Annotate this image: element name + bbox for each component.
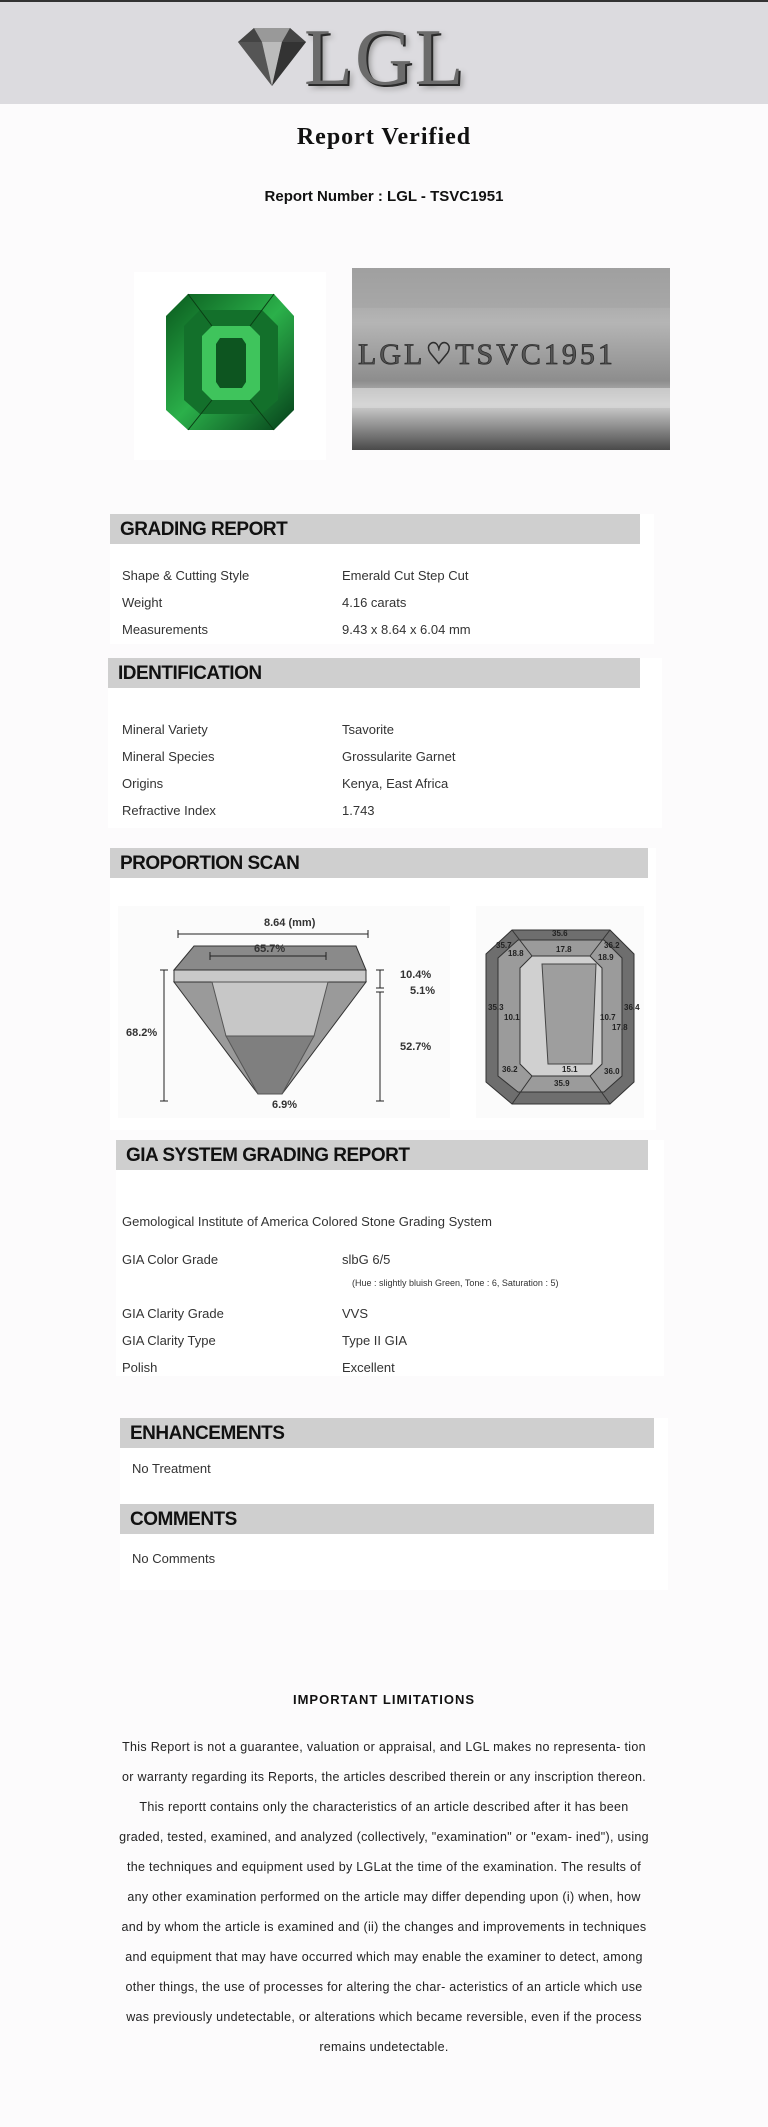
gia-value: VVS	[342, 1306, 369, 1321]
comments-header	[120, 1504, 654, 1534]
width-label: 8.64 (mm)	[264, 917, 316, 929]
facet-label: 35.6	[552, 929, 568, 938]
identification-value: Grossularite Garnet	[342, 749, 456, 764]
identification-label: Refractive Index	[122, 803, 216, 818]
identification-label: Mineral Variety	[122, 722, 208, 737]
proportion-scan-header	[110, 848, 648, 878]
girdle-label: 5.1%	[410, 985, 436, 997]
gia-label: GIA Clarity Grade	[122, 1306, 224, 1321]
identification-label: Mineral Species	[122, 749, 215, 764]
facet-label: 18.9	[598, 953, 614, 962]
grading-value: Emerald Cut Step Cut	[342, 568, 469, 583]
enhancements-header	[120, 1418, 654, 1448]
gia-grading-header	[116, 1140, 648, 1170]
facet-label: 36.2	[604, 941, 620, 950]
section-title: PROPORTION SCAN	[120, 853, 300, 874]
crown-height-label: 10.4%	[400, 969, 432, 981]
inscription-photo	[352, 268, 670, 450]
enhancements-value: No Treatment	[132, 1461, 211, 1476]
facet-label: 35.7	[496, 941, 512, 950]
facet-label: 10.1	[504, 1013, 520, 1022]
top-view-diagram	[476, 906, 644, 1118]
facet-label: 35.9	[554, 1079, 570, 1088]
grading-value: 9.43 x 8.64 x 6.04 mm	[342, 622, 471, 637]
diamond-icon	[232, 24, 312, 90]
grading-report-header	[110, 514, 640, 544]
identification-header	[108, 658, 640, 688]
facet-label: 18.8	[508, 949, 524, 958]
section-title: ENHANCEMENTS	[130, 1423, 285, 1444]
pavilion-depth-label: 52.7%	[400, 1041, 432, 1053]
section-title: IDENTIFICATION	[118, 663, 262, 684]
gia-system-text: Gemological Institute of America Colored Stone Grading System	[122, 1214, 492, 1229]
emerald-cut-gem-image	[134, 272, 326, 460]
facet-label: 17.8	[556, 945, 572, 954]
header-banner	[0, 2, 768, 104]
grading-label: Weight	[122, 595, 163, 610]
identification-label: Origins	[122, 776, 164, 791]
identification-value: 1.743	[342, 803, 375, 818]
facet-label: 36.4	[624, 1003, 640, 1012]
grading-label: Measurements	[122, 622, 208, 637]
table-pct-label: 65.7%	[254, 943, 286, 955]
facet-label: 36.0	[604, 1067, 620, 1076]
facet-label: 35.3	[488, 1003, 504, 1012]
logo-text: LGL	[304, 14, 466, 102]
section-title: COMMENTS	[130, 1509, 237, 1530]
gia-color-note: (Hue : slightly bluish Green, Tone : 6, Saturation : 5)	[352, 1278, 559, 1288]
culet-label: 6.9%	[272, 1099, 298, 1111]
section-title: GRADING REPORT	[120, 519, 288, 540]
gemstone-photo	[134, 272, 326, 460]
limitations-title: IMPORTANT LIMITATIONS	[292, 1692, 476, 1707]
lgl-logo[interactable]	[232, 14, 492, 102]
inscription-text: LGL♡TSVC1951	[358, 338, 616, 371]
gia-label: GIA Clarity Type	[122, 1333, 216, 1348]
limitations-text: This Report is not a guarantee, valuation or appraisal, and LGL makes no representa- tion or warranty regarding its Reports, the articles described therein or any inscription thereon. This reportt contains only the characteristics of an article described after it has been graded, tested, examined, and analyzed (collectively, "examination" or "exam- ined"), using the techniques and equipment used by LGLat the time of the examination. The results of any other examination performed on the article may differ depending upon (i) when, how and by whom the article is examined and (ii) the changes and improvements in techniques and equipment that may have occurred which may enable the examiner to detect, among other things, the use of processes for altering the char- acteristics of an article which use was previously undetectable, or alterations which became reversible, even if the process remains undetectable.	[119, 1740, 649, 2054]
grading-value: 4.16 carats	[342, 595, 407, 610]
facet-label: 10.7	[600, 1013, 616, 1022]
comments-value: No Comments	[132, 1551, 216, 1566]
side-profile-diagram	[118, 906, 450, 1118]
page-title: Report Verified	[296, 124, 472, 150]
gia-value: Excellent	[342, 1360, 395, 1375]
gia-color-label: GIA Color Grade	[122, 1252, 219, 1267]
facet-label: 36.2	[502, 1065, 518, 1074]
facet-label: 17.8	[612, 1023, 628, 1032]
gia-label: Polish	[122, 1360, 158, 1375]
gia-value: Type II GIA	[342, 1333, 408, 1348]
facet-label: 15.1	[562, 1065, 578, 1074]
identification-value: Kenya, East Africa	[342, 776, 449, 791]
section-title: GIA SYSTEM GRADING REPORT	[126, 1145, 410, 1166]
report-number: Report Number : LGL - TSVC1951	[264, 188, 504, 205]
grading-label: Shape & Cutting Style	[122, 568, 250, 583]
gia-color-value: slbG 6/5	[342, 1252, 391, 1267]
total-depth-label: 68.2%	[126, 1027, 158, 1039]
identification-value: Tsavorite	[342, 722, 395, 737]
girdle-inscription-image	[352, 268, 670, 450]
